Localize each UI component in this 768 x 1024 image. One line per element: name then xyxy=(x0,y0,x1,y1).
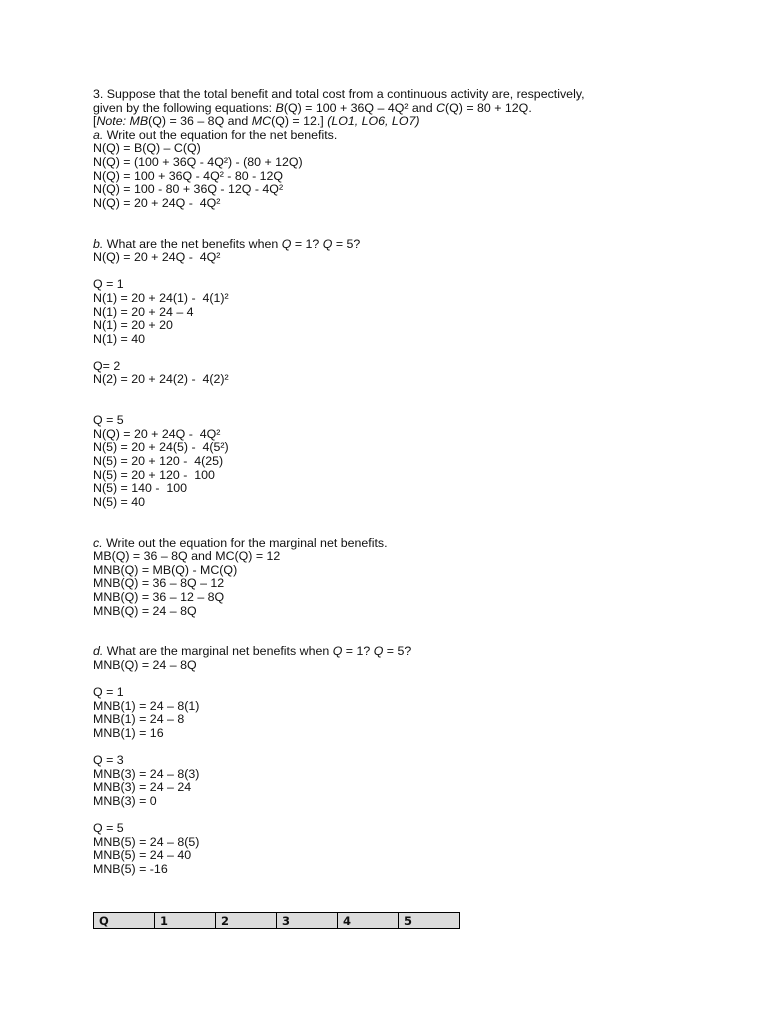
part-d-question xyxy=(93,645,653,659)
part-d-text: What are the marginal net benefits when xyxy=(103,644,333,659)
equation-line: MNB(Q) = 24 – 8Q xyxy=(93,657,197,672)
equation-line: MNB(Q) = 24 – 8Q xyxy=(93,603,197,618)
q-symbol: Q xyxy=(332,644,343,659)
q-symbol: Q xyxy=(373,644,384,659)
equation-line: N(5) = 20 + 24(5) - 4(5²) xyxy=(93,440,229,455)
table-cell: 4 xyxy=(338,913,399,929)
part-d-text: = 5? xyxy=(383,644,412,659)
equation-line: N(2) = 20 + 24(2) - 4(2)² xyxy=(93,372,229,387)
part-a-question xyxy=(93,129,653,143)
equation-line: Q = 3 xyxy=(93,753,124,768)
document-body xyxy=(93,88,653,876)
benefit-symbol: B xyxy=(275,100,284,115)
equation-line: Q= 2 xyxy=(93,358,121,373)
equation-line: MNB(1) = 16 xyxy=(93,725,164,740)
equation-line: MNB(1) = 24 – 8(1) xyxy=(93,698,200,713)
equation-line: N(Q) = (100 + 36Q - 4Q²) - (80 + 12Q) xyxy=(93,154,303,169)
table-cell: 2 xyxy=(216,913,277,929)
equation-line: MNB(5) = -16 xyxy=(93,861,168,876)
part-b-question xyxy=(93,238,653,252)
equation-line: N(1) = 40 xyxy=(93,331,145,346)
q-values-table xyxy=(93,912,460,929)
equation-line: MNB(Q) = 36 – 12 – 8Q xyxy=(93,589,225,604)
equation-line: N(Q) = 20 + 24Q - 4Q² xyxy=(93,426,221,441)
equation-line: Q = 5 xyxy=(93,413,124,428)
q-symbol: Q xyxy=(281,236,292,251)
equation-line: N(5) = 40 xyxy=(93,494,145,509)
problem-note xyxy=(93,115,653,129)
equation-line: MNB(3) = 24 – 24 xyxy=(93,780,192,795)
equation-line: MNB(Q) = 36 – 8Q – 12 xyxy=(93,576,225,591)
part-c-letter: c. xyxy=(93,535,103,550)
equation-line: MNB(3) = 0 xyxy=(93,793,157,808)
learning-objectives: (LO1, LO6, LO7) xyxy=(327,114,420,129)
benefit-equation: (Q) = 100 + 36Q – 4Q² and xyxy=(283,100,437,115)
part-b-text: What are the net benefits when xyxy=(103,236,282,251)
equation-line: N(5) = 20 + 120 - 100 xyxy=(93,467,215,482)
part-a-letter: a. xyxy=(93,127,104,142)
equation-line: Q = 1 xyxy=(93,685,124,700)
equation-line: MB(Q) = 36 – 8Q and MC(Q) = 12 xyxy=(93,549,281,564)
equation-line: Q = 1 xyxy=(93,277,124,292)
equation-line: MNB(1) = 24 – 8 xyxy=(93,712,185,727)
note-mc-equation: (Q) = 12.] xyxy=(271,114,328,129)
part-b-text: = 1? xyxy=(291,236,323,251)
part-c-question xyxy=(93,537,653,551)
note-bracket: [ xyxy=(93,114,97,129)
table-cell: Q xyxy=(94,913,155,929)
part-d-text: = 1? xyxy=(342,644,374,659)
intro-text: given by the following equations: xyxy=(93,100,276,115)
part-a-text: Write out the equation for the net benefits. xyxy=(103,127,338,142)
equation-line: N(1) = 20 + 20 xyxy=(93,318,173,333)
equation-line: MNB(5) = 24 – 8(5) xyxy=(93,834,200,849)
equation-line: N(5) = 20 + 120 - 4(25) xyxy=(93,454,224,469)
equation-line: N(5) = 140 - 100 xyxy=(93,481,188,496)
q-symbol: Q xyxy=(322,236,333,251)
table-cell: 5 xyxy=(399,913,460,929)
part-b-letter: b. xyxy=(93,236,104,251)
equation-line: Q = 5 xyxy=(93,821,124,836)
equation-line: N(Q) = 20 + 24Q - 4Q² xyxy=(93,195,221,210)
table-cell: 3 xyxy=(277,913,338,929)
equation-line: MNB(3) = 24 – 8(3) xyxy=(93,766,200,781)
equation-line: N(Q) = B(Q) – C(Q) xyxy=(93,141,201,156)
table-cell: 1 xyxy=(155,913,216,929)
equation-line: MNB(Q) = MB(Q) - MC(Q) xyxy=(93,562,238,577)
problem-intro-line-2 xyxy=(93,102,653,116)
cost-equation: (Q) = 80 + 12Q. xyxy=(444,100,532,115)
note-label: Note: MB xyxy=(96,114,149,129)
note-mc-symbol: MC xyxy=(251,114,272,129)
equation-line: N(Q) = 100 + 36Q - 4Q² - 80 - 12Q xyxy=(93,168,284,183)
problem-intro-line-1: 3. Suppose that the total benefit and total cost from a continuous activity are, respectively, xyxy=(93,87,585,101)
cost-symbol: C xyxy=(436,100,445,115)
part-b-text: = 5? xyxy=(332,236,361,251)
equation-line: N(Q) = 20 + 24Q - 4Q² xyxy=(93,250,221,265)
equation-line: N(1) = 20 + 24 – 4 xyxy=(93,304,194,319)
equation-line: N(Q) = 100 - 80 + 36Q - 12Q - 4Q² xyxy=(93,182,284,197)
equation-line: N(1) = 20 + 24(1) - 4(1)² xyxy=(93,290,229,305)
note-mb-equation: (Q) = 36 – 8Q and xyxy=(148,114,252,129)
table-row xyxy=(94,913,460,929)
part-d-letter: d. xyxy=(93,644,104,659)
equation-line: MNB(5) = 24 – 40 xyxy=(93,848,192,863)
part-c-text: Write out the equation for the marginal net benefits. xyxy=(102,535,388,550)
